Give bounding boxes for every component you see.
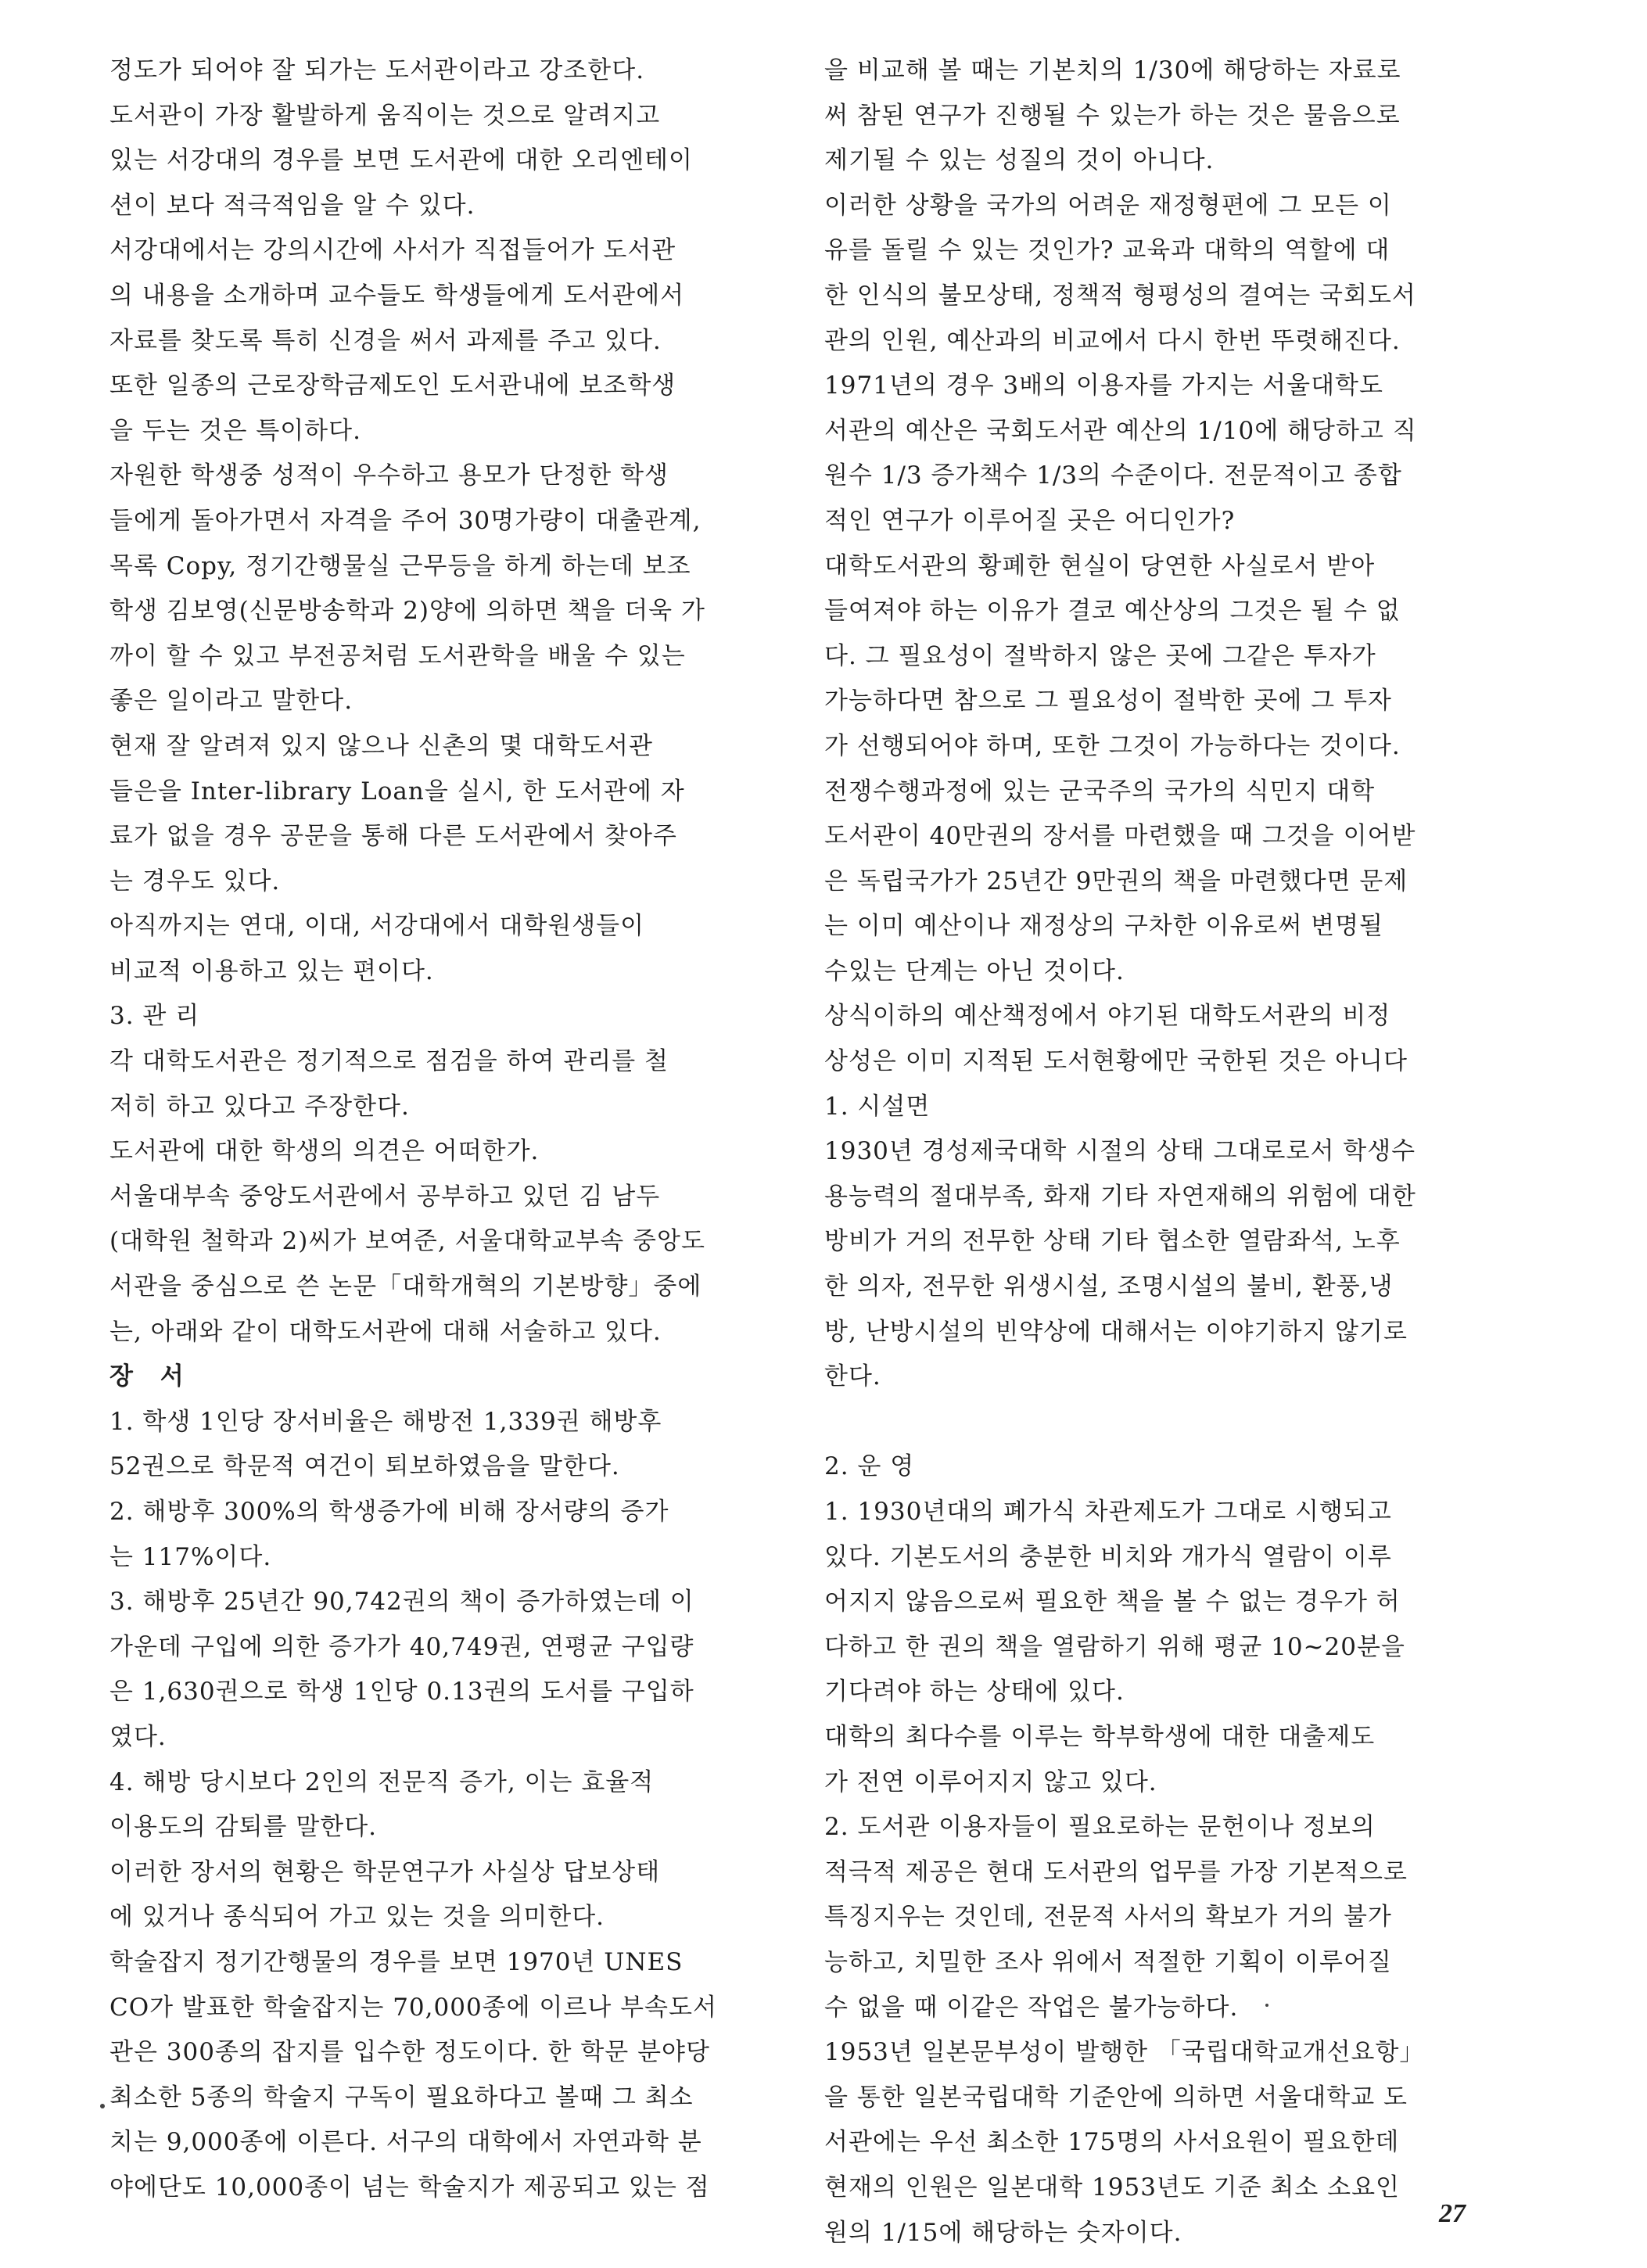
text-line: 서관에는 우선 최소한 175명의 사서요원이 필요한데 — [824, 2128, 1400, 2157]
text-line: 이용도의 감퇴를 말한다. — [109, 1813, 378, 1842]
text-line: 다. 그 필요성이 절박하지 않은 곳에 그같은 투자가 — [824, 641, 1376, 670]
text-line: 1971년의 경우 3배의 이용자를 가지는 서울대학도 — [824, 371, 1383, 400]
text-line: 전쟁수행과정에 있는 군국주의 국가의 식민지 대학 — [824, 777, 1376, 806]
text-line: 가운데 구입에 의한 증가가 40,749권, 연평균 구입량 — [109, 1632, 694, 1661]
text-line: 좋은 일이라고 말한다. — [109, 687, 353, 716]
text-line: 능하고, 치밀한 조사 위에서 적절한 기획이 이루어질 — [824, 1947, 1392, 1976]
text-line: 을 두는 것은 특이하다. — [109, 416, 361, 445]
text-line: 1953년 일본문부성이 발행한 「국립대학교개선요항」 — [824, 2038, 1425, 2067]
text-line: 한 인식의 불모상태, 정책적 형평성의 결여는 국회도서 — [824, 281, 1416, 310]
text-line: 52권으로 학문적 여건이 퇴보하였음을 말한다. — [109, 1452, 620, 1481]
text-line: 는 이미 예산이나 재정상의 구차한 이유로써 변명될 — [824, 912, 1383, 941]
text-line: 4. 해방 당시보다 2인의 전문직 증가, 이는 효율적 — [109, 1767, 655, 1796]
text-line: 수있는 단계는 아닌 것이다. — [824, 956, 1125, 985]
text-line: 은 1,630권으로 학생 1인당 0.13권의 도서를 구입하 — [109, 1678, 694, 1706]
text-line: 학생 김보영(신문방송학과 2)양에 의하면 책을 더욱 가 — [109, 597, 705, 626]
text-line: 도서관에 대한 학생의 의견은 어떠한가. — [109, 1137, 540, 1166]
text-line: 용능력의 절대부족, 화재 기타 자연재해의 위험에 대한 — [824, 1182, 1416, 1211]
text-line: 상성은 이미 지적된 도서현황에만 국한된 것은 아니다 — [824, 1047, 1408, 1076]
text-line: 도서관이 40만권의 장서를 마련했을 때 그것을 이어받 — [824, 822, 1416, 851]
text-line: 까이 할 수 있고 부전공처럼 도서관학을 배울 수 있는 — [109, 641, 686, 670]
text-line: 제기될 수 있는 성질의 것이 아니다. — [824, 146, 1215, 175]
text-line: 방, 난방시설의 빈약상에 대해서는 이야기하지 않기로 — [824, 1317, 1408, 1346]
text-line: 3. 관 리 — [109, 1002, 200, 1031]
text-line: 써 참된 연구가 진행될 수 있는가 하는 것은 물음으로 — [824, 101, 1401, 130]
text-line: 가능하다면 참으로 그 필요성이 절박한 곳에 그 투자 — [824, 687, 1392, 716]
text-line: 션이 보다 적극적임을 알 수 있다. — [109, 191, 475, 220]
text-line: 방비가 거의 전무한 상태 기타 협소한 열람좌석, 노후 — [824, 1227, 1401, 1256]
text-line: 현재 잘 알려져 있지 않으나 신촌의 몇 대학도서관 — [109, 731, 653, 760]
text-line: 각 대학도서관은 정기적으로 점검을 하여 관리를 철 — [109, 1047, 669, 1076]
text-line: 료가 없을 경우 공문을 통해 다른 도서관에서 찾아주 — [109, 822, 677, 851]
text-line: 을 비교해 볼 때는 기본치의 1/30에 해당하는 자료로 — [824, 56, 1401, 84]
stray-mark — [1265, 2004, 1268, 2007]
text-line: 이러한 상황을 국가의 어려운 재정형편에 그 모든 이 — [824, 191, 1392, 220]
text-line: 들은을 Inter-library Loan을 실시, 한 도서관에 자 — [109, 777, 685, 806]
text-line: 2. 운 영 — [824, 1452, 915, 1481]
text-line: 자료를 찾도록 특히 신경을 써서 과제를 주고 있다. — [109, 326, 662, 355]
text-line: 을 통한 일본국립대학 기준안에 의하면 서울대학교 도 — [824, 2083, 1408, 2112]
page-number: 27 — [1439, 2199, 1466, 2228]
text-line: 유를 돌릴 수 있는 것인가? 교육과 대학의 역할에 대 — [824, 236, 1390, 265]
text-line: (대학원 철학과 2)씨가 보여준, 서울대학교부속 중앙도 — [109, 1227, 705, 1256]
text-line: 원의 1/15에 해당하는 숫자이다. — [824, 2218, 1182, 2247]
text-line: 야에단도 10,000종이 넘는 학술지가 제공되고 있는 점 — [109, 2173, 710, 2202]
right-text-column — [824, 48, 1506, 2255]
text-line: 관은 300종의 잡지를 입수한 정도이다. 한 학문 분야당 — [109, 2038, 710, 2067]
text-line: 서울대부속 중앙도서관에서 공부하고 있던 김 남두 — [109, 1182, 661, 1211]
text-line: CO가 발표한 학술잡지는 70,000종에 이르나 부속도서 — [109, 1993, 717, 2022]
text-line: 최소한 5종의 학술지 구독이 필요하다고 볼때 그 최소 — [109, 2083, 694, 2112]
text-line: 관의 인원, 예산과의 비교에서 다시 한번 뚜렷해진다. — [824, 326, 1401, 355]
text-line: 한다. — [824, 1362, 881, 1391]
text-line: 적인 연구가 이루어질 곳은 어디인가? — [824, 506, 1236, 535]
text-line: 기다려야 하는 상태에 있다. — [824, 1678, 1125, 1706]
left-text-column — [109, 48, 791, 2211]
text-line: 는, 아래와 같이 대학도서관에 대해 서술하고 있다. — [109, 1317, 662, 1346]
text-line: 는 경우도 있다. — [109, 867, 281, 895]
text-line: 에 있거나 종식되어 가고 있는 것을 의미한다. — [109, 1903, 605, 1932]
text-line: 가 전연 이루어지지 않고 있다. — [824, 1767, 1157, 1796]
text-line: 어지지 않음으로써 필요한 책을 볼 수 없는 경우가 허 — [824, 1588, 1401, 1617]
text-line: 특징지우는 것인데, 전문적 사서의 확보가 거의 불가 — [824, 1903, 1392, 1932]
text-line: 있는 서강대의 경우를 보면 도서관에 대한 오리엔테이 — [109, 146, 693, 175]
text-line: 정도가 되어야 잘 되가는 도서관이라고 강조한다. — [109, 56, 645, 84]
text-line: 들여져야 하는 이유가 결코 예산상의 그것은 될 수 없 — [824, 597, 1401, 626]
text-line: 또한 일종의 근로장학금제도인 도서관내에 보조학생 — [109, 371, 676, 400]
text-line: 이러한 장서의 현황은 학문연구가 사실상 답보상태 — [109, 1857, 661, 1886]
text-line: 치는 9,000종에 이른다. 서구의 대학에서 자연과학 분 — [109, 2128, 702, 2157]
text-line: 들에게 돌아가면서 자격을 주어 30명가량이 대출관계, — [109, 506, 702, 535]
text-line: 대학의 최다수를 이루는 학부학생에 대한 대출제도 — [824, 1722, 1376, 1751]
text-line: 는 117%이다. — [109, 1542, 272, 1571]
text-line: 의 내용을 소개하며 교수들도 학생들에게 도서관에서 — [109, 281, 685, 310]
text-line: 도서관이 가장 활발하게 움직이는 것으로 알려지고 — [109, 101, 661, 130]
text-line: 다하고 한 권의 책을 열람하기 위해 평균 10~20분을 — [824, 1632, 1405, 1661]
text-line: 아직까지는 연대, 이대, 서강대에서 대학원생들이 — [109, 912, 645, 941]
text-line: 1. 시설면 — [824, 1092, 931, 1121]
text-line: 1. 1930년대의 폐가식 차관제도가 그대로 시행되고 — [824, 1498, 1392, 1526]
text-line: 가 선행되어야 하며, 또한 그것이 가능하다는 것이다. — [824, 731, 1401, 760]
text-line: 2. 해방후 300%의 학생증가에 비해 장서량의 증가 — [109, 1498, 669, 1526]
text-line: 한 의자, 전무한 위생시설, 조명시설의 불비, 환풍,냉 — [824, 1272, 1394, 1301]
text-line: 비교적 이용하고 있는 편이다. — [109, 956, 434, 985]
text-line: 은 독립국가가 25년간 9만권의 책을 마련했다면 문제 — [824, 867, 1408, 895]
text-line: 자원한 학생중 성적이 우수하고 용모가 단정한 학생 — [109, 461, 669, 490]
text-line: 2. 도서관 이용자들이 필요로하는 문헌이나 정보의 — [824, 1813, 1376, 1842]
text-line: 1. 학생 1인당 장서비율은 해방전 1,339권 해방후 — [109, 1407, 662, 1436]
text-line: 상식이하의 예산책정에서 야기된 대학도서관의 비정 — [824, 1002, 1391, 1031]
text-line: 목록 Copy, 정기간행물실 근무등을 하게 하는데 보조 — [109, 551, 691, 580]
text-line — [824, 1400, 1506, 1445]
text-line: 저히 하고 있다고 주장한다. — [109, 1092, 410, 1121]
text-line: 서강대에서는 강의시간에 사서가 직접들어가 도서관 — [109, 236, 676, 265]
text-line: 현재의 인원은 일본대학 1953년도 기준 최소 소요인 — [824, 2173, 1400, 2202]
text-line: 였다. — [109, 1722, 167, 1751]
text-line: 수 없을 때 이같은 작업은 불가능하다. — [824, 1993, 1239, 2022]
text-line: 서관을 중심으로 쓴 논문「대학개혁의 기본방향」중에 — [109, 1272, 702, 1301]
stray-mark — [100, 2104, 105, 2108]
text-line: 원수 1/3 증가책수 1/3의 수준이다. 전문적이고 종합 — [824, 461, 1402, 490]
text-line: 서관의 예산은 국회도서관 예산의 1/10에 해당하고 직 — [824, 416, 1417, 445]
text-line: 대학도서관의 황폐한 현실이 당연한 사실로서 받아 — [824, 551, 1376, 580]
text-line: 1930년 경성제국대학 시절의 상태 그대로로서 학생수 — [824, 1137, 1416, 1166]
text-line: 학술잡지 정기간행물의 경우를 보면 1970년 UNES — [109, 1947, 684, 1976]
text-line: 있다. 기본도서의 충분한 비치와 개가식 열람이 이루 — [824, 1542, 1392, 1571]
text-line: 적극적 제공은 현대 도서관의 업무를 가장 기본적으로 — [824, 1857, 1408, 1886]
text-line: 3. 해방후 25년간 90,742권의 책이 증가하였는데 이 — [109, 1588, 694, 1617]
text-line: 장 서 — [109, 1362, 193, 1391]
